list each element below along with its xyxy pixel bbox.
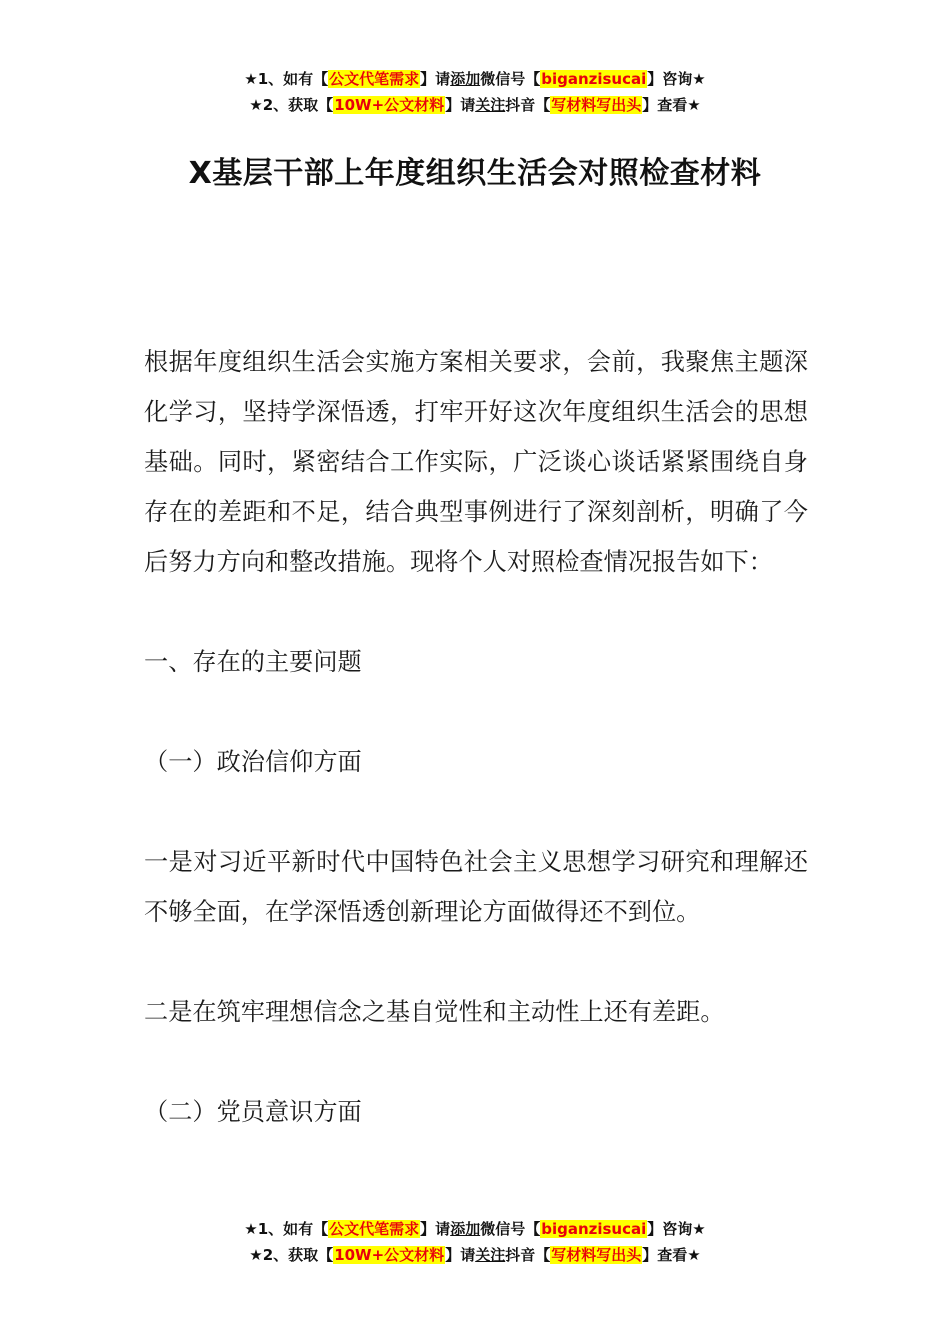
promo-text: 】咨询★ bbox=[647, 70, 706, 88]
intro-paragraph: 根据年度组织生活会实施方案相关要求，会前，我聚焦主题深化学习，坚持学深悟透，打牢开好这次年度组织生活会的思想基础。同时，紧密结合工作实际，广泛谈心谈话紧紧围绕自身存在的差距和不足，结合典型事例进行了深刻剖析，明确了今后努力方向和整改措施。现将个人对照检查情况报告如下： bbox=[144, 348, 808, 576]
promo-text: 】请 bbox=[445, 1246, 476, 1264]
promo-highlight: 写材料写出头 bbox=[551, 1246, 642, 1264]
promo-text: ★2、获取【 bbox=[249, 96, 334, 114]
promo-line-2 bbox=[0, 1242, 950, 1268]
promo-highlight: 公文代笔需求 bbox=[329, 1220, 420, 1238]
promo-text: 微信号【 bbox=[480, 70, 541, 88]
promo-line-2 bbox=[0, 92, 950, 118]
promo-text: 抖音【 bbox=[505, 1246, 551, 1264]
footer-promo-banner bbox=[0, 1216, 950, 1268]
promo-line-1 bbox=[0, 1216, 950, 1242]
subsection-heading: （二）党员意识方面 bbox=[144, 1098, 362, 1126]
promo-emphasis: 关注 bbox=[475, 1246, 506, 1264]
promo-text: 】查看★ bbox=[642, 1246, 701, 1264]
promo-emphasis: 添加 bbox=[450, 70, 481, 88]
promo-highlight: biganzisucai bbox=[541, 1220, 647, 1238]
body-paragraph: 一是对习近平新时代中国特色社会主义思想学习研究和理解还不够全面，在学深悟透创新理论方面做得还不到位。 bbox=[144, 848, 808, 926]
promo-text: ★1、如有【 bbox=[244, 70, 329, 88]
promo-text: ★1、如有【 bbox=[244, 1220, 329, 1238]
promo-highlight: biganzisucai bbox=[541, 70, 647, 88]
promo-text: 抖音【 bbox=[505, 96, 551, 114]
promo-text: 】咨询★ bbox=[647, 1220, 706, 1238]
promo-highlight: 10W+公文材料 bbox=[334, 1246, 445, 1264]
promo-emphasis: 关注 bbox=[475, 96, 506, 114]
promo-highlight: 公文代笔需求 bbox=[329, 70, 420, 88]
header-promo-banner bbox=[0, 66, 950, 118]
promo-text: 】请 bbox=[445, 96, 476, 114]
promo-text: ★2、获取【 bbox=[249, 1246, 334, 1264]
subsection-heading: （一）政治信仰方面 bbox=[144, 748, 362, 776]
promo-text: 】查看★ bbox=[642, 96, 701, 114]
promo-highlight: 写材料写出头 bbox=[551, 96, 642, 114]
promo-line-1 bbox=[0, 66, 950, 92]
body-paragraph: 二是在筑牢理想信念之基自觉性和主动性上还有差距。 bbox=[144, 998, 725, 1026]
section-heading: 一、存在的主要问题 bbox=[144, 648, 362, 676]
document-title: X基层干部上年度组织生活会对照检查材料 bbox=[188, 156, 762, 191]
promo-text: 微信号【 bbox=[480, 1220, 541, 1238]
promo-emphasis: 添加 bbox=[450, 1220, 481, 1238]
promo-text: 】请 bbox=[420, 70, 451, 88]
promo-highlight: 10W+公文材料 bbox=[334, 96, 445, 114]
promo-text: 】请 bbox=[420, 1220, 451, 1238]
document-body bbox=[144, 337, 808, 1187]
